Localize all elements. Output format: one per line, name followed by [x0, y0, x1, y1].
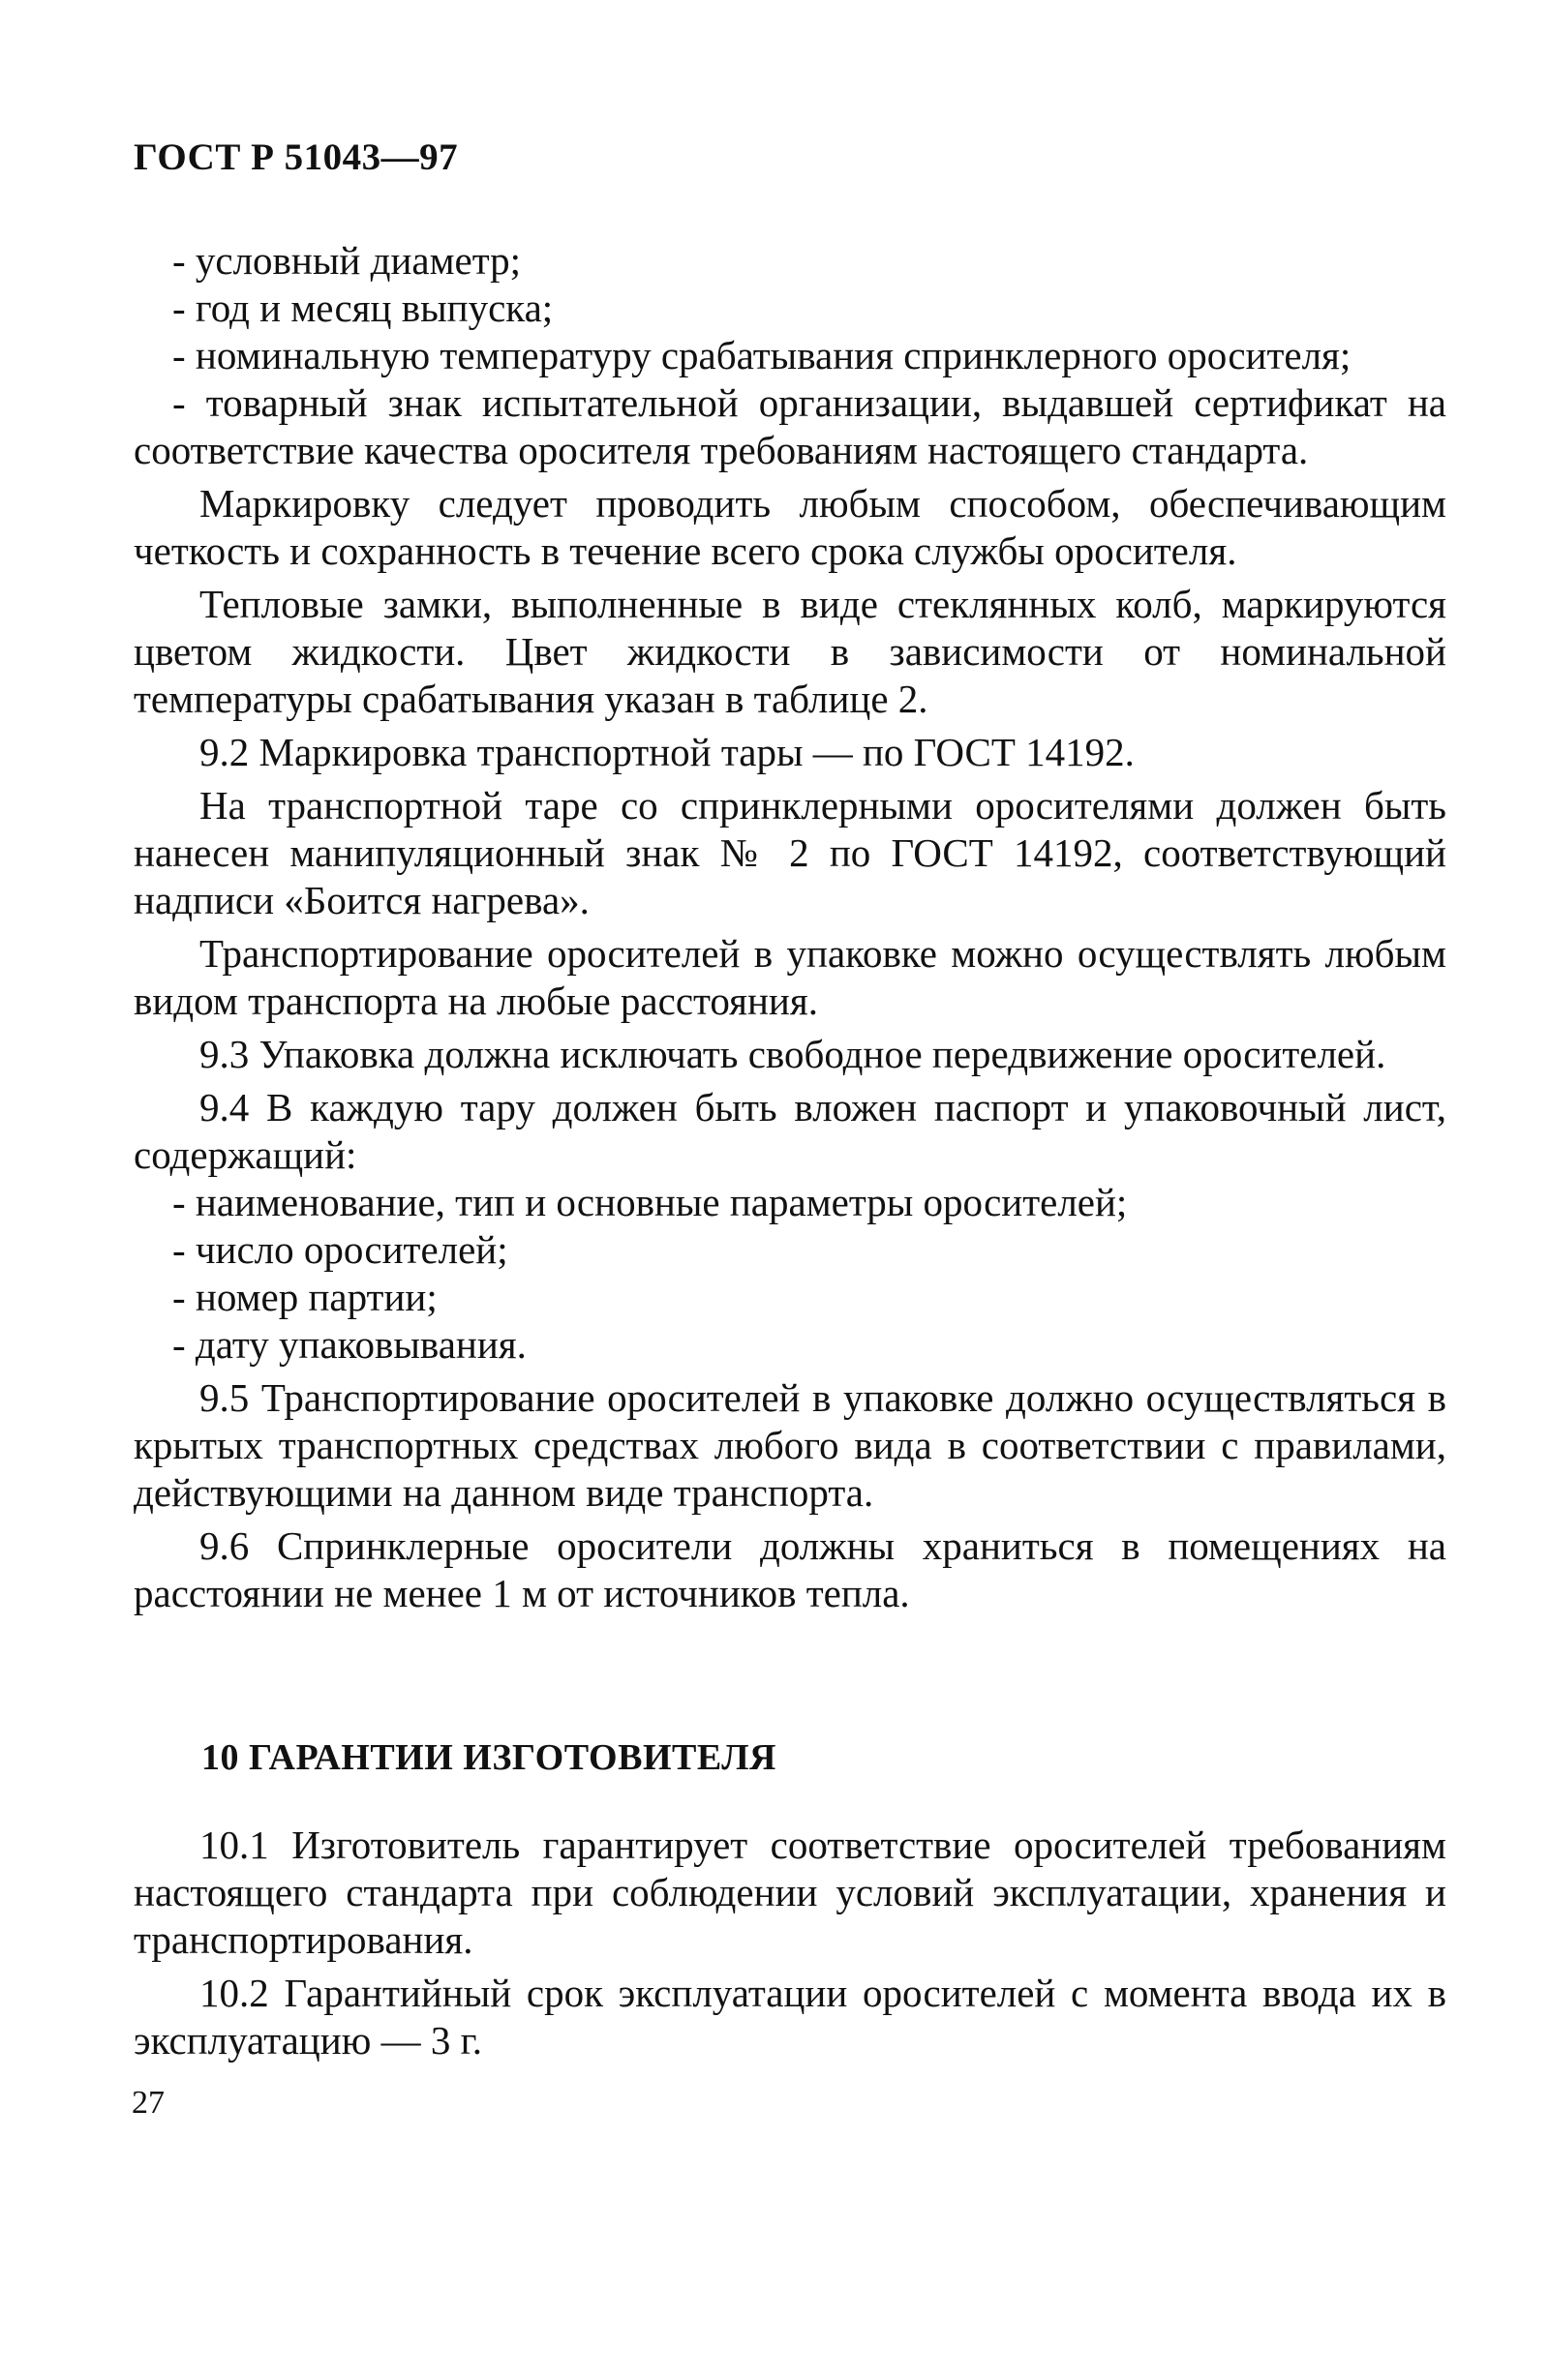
list-item-production-date: - год и месяц выпуска;: [172, 286, 554, 330]
list-item-count: - число оросителей;: [172, 1227, 508, 1272]
section-10-body: [134, 1822, 1446, 2070]
paragraph-transport-any: Транспортирование оросителей в упаковке можно осуществлять любым видом транспорта на любые расстояния.: [134, 931, 1446, 1023]
list-item-batch-number: - номер партии;: [172, 1275, 438, 1319]
paragraph-9-4: 9.4 В каждую тару должен быть вложен паспорт и упаковочный лист, содержащий:: [134, 1085, 1446, 1177]
paragraph-handling-sign: На транспортной таре со спринклерными оросителями должен быть нанесен манипуляционный знак № 2 по ГОСТ 14192, соответствующий надписи «Боится нагрева».: [134, 783, 1446, 922]
paragraph-10-2: 10.2 Гарантийный срок эксплуатации оросителей с момента ввода их в эксплуатацию — 3 г.: [134, 1971, 1446, 2063]
document-code-header: ГОСТ Р 51043—97: [134, 136, 459, 178]
section-9-body: [134, 237, 1446, 1623]
list-item-nominal-diameter: - условный диаметр;: [172, 238, 522, 283]
paragraph-9-2: 9.2 Маркировка транспортной тары — по ГОСТ 14192.: [199, 730, 1135, 774]
list-item-name-type-params: - наименование, тип и основные параметры оросителей;: [172, 1180, 1128, 1224]
list-item-packing-date: - дату упаковывания.: [172, 1322, 527, 1367]
page-number: 27: [132, 2085, 165, 2121]
paragraph-9-6: 9.6 Спринклерные оросители должны храниться в помещениях на расстоянии не менее 1 м от источников тепла.: [134, 1523, 1446, 1615]
paragraph-marking-method: Маркировку следует проводить любым способом, обеспечивающим четкость и сохранность в течение всего срока службы оросителя.: [134, 481, 1446, 573]
section-10-title: 10 ГАРАНТИИ ИЗГОТОВИТЕЛЯ: [201, 1737, 776, 1778]
list-item-nominal-temperature: - номинальную температуру срабатывания спринклерного оросителя;: [172, 333, 1352, 377]
list-item-trademark: - товарный знак испытательной организации, выдавшей сертификат на соответствие качества оросителя требованиям настоящего стандарта.: [134, 380, 1446, 472]
paragraph-9-3: 9.3 Упаковка должна исключать свободное передвижение оросителей.: [199, 1032, 1386, 1076]
paragraph-9-5: 9.5 Транспортирование оросителей в упаковке должно осуществляться в крытых транспортных средствах любого вида в соответствии с правилами, действующими на данном виде транспорта.: [134, 1375, 1446, 1515]
paragraph-thermal-locks: Тепловые замки, выполненные в виде стеклянных колб, маркируются цветом жидкости. Цвет жидкости в зависимости от номинальной температуры срабатывания указан в таблице 2.: [134, 582, 1446, 721]
paragraph-10-1: 10.1 Изготовитель гарантирует соответствие оросителей требованиям настоящего стандарта при соблюдении условий эксплуатации, хранения и транспортирования.: [134, 1823, 1446, 1962]
